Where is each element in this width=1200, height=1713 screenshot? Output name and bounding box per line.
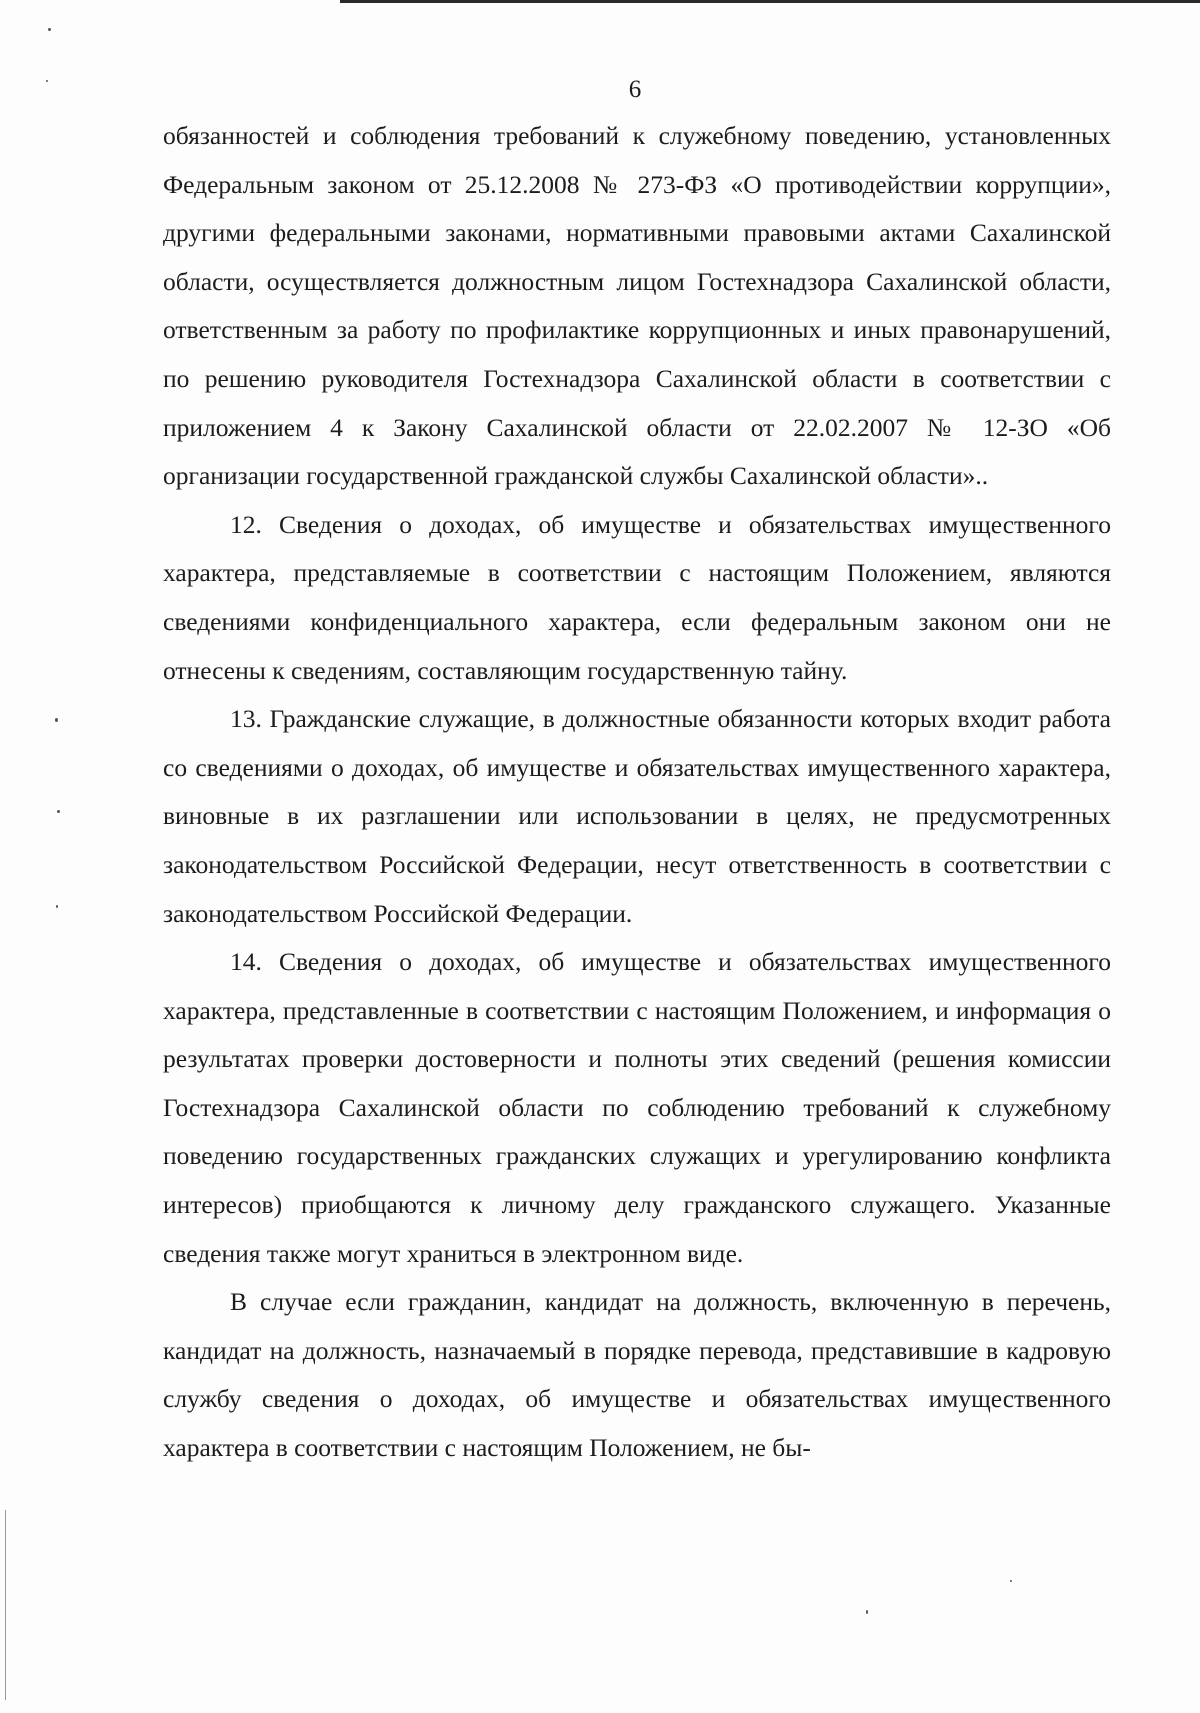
- paragraph-continuation: обязанностей и соблюдения требований к служебному поведению, установленных Федеральным законом от 25.12.2008 № 273-ФЗ «О противодействии коррупции», другими федеральными законами, нормативными правовыми актами Сахалинской области, осуществляется должностным лицом Гостехнадзора Сахалинской области, ответственным за работу по профилактике коррупционных и иных правонарушений, по решению руководителя Гостехнадзора Сахалинской области в соответствии с приложением 4 к Закону Сахалинской области от 22.02.2007 № 12-ЗО «Об организации государственной гражданской службы Сахалинской области»..: [163, 121, 1111, 491]
- paragraph-13: 13. Гражданские служащие, в должностные обязанности которых входит работа со сведениями о доходах, об имуществе и обязательствах имущественного характера, виновные в их разглашении или использовании в целях, не предусмотренных законодательством Российской Федерации, несут ответственность в соответствии с законодательством Российской Федерации.: [163, 704, 1111, 928]
- paragraph-12: 12. Сведения о доходах, об имуществе и обязательствах имущественного характера, представляемые в соответствии с настоящим Положением, являются сведениями конфиденциального характера, если федеральным законом они не отнесены к сведениям, составляющим государственную тайну.: [163, 509, 1111, 685]
- paragraph-14-continued: В случае если гражданин, кандидат на должность, включенную в перечень, кандидат на должность, назначаемый в порядке перевода, представившие в кадровую службу сведения о доходах, об имуществе и обязательствах имущественного характера в соответствии с настоящим Положением, не бы-: [163, 1287, 1111, 1463]
- scan-speck: [48, 28, 51, 31]
- top-edge-rule: [340, 0, 1200, 3]
- scan-speck: [56, 905, 58, 908]
- scan-speck: [57, 810, 60, 813]
- page-number: 6: [628, 76, 642, 103]
- scan-speck: [1010, 1580, 1012, 1582]
- paragraph-14: 14. Сведения о доходах, об имуществе и обязательствах имущественного характера, представленные в соответствии с настоящим Положением, и информация о результатах проверки достоверности и полноты этих сведений (решения комиссии Гостехнадзора Сахалинской области по соблюдению требований к служебному поведению государственных гражданских служащих и урегулированию конфликта интересов) приобщаются к личному делу гражданского служащего. Указанные сведения также могут храниться в электронном виде.: [163, 947, 1111, 1268]
- scan-edge-line: [5, 1510, 6, 1700]
- scan-speck: [46, 80, 48, 82]
- document-body: [163, 112, 1111, 1473]
- scan-speck: [55, 718, 58, 722]
- scan-speck: [866, 1610, 868, 1614]
